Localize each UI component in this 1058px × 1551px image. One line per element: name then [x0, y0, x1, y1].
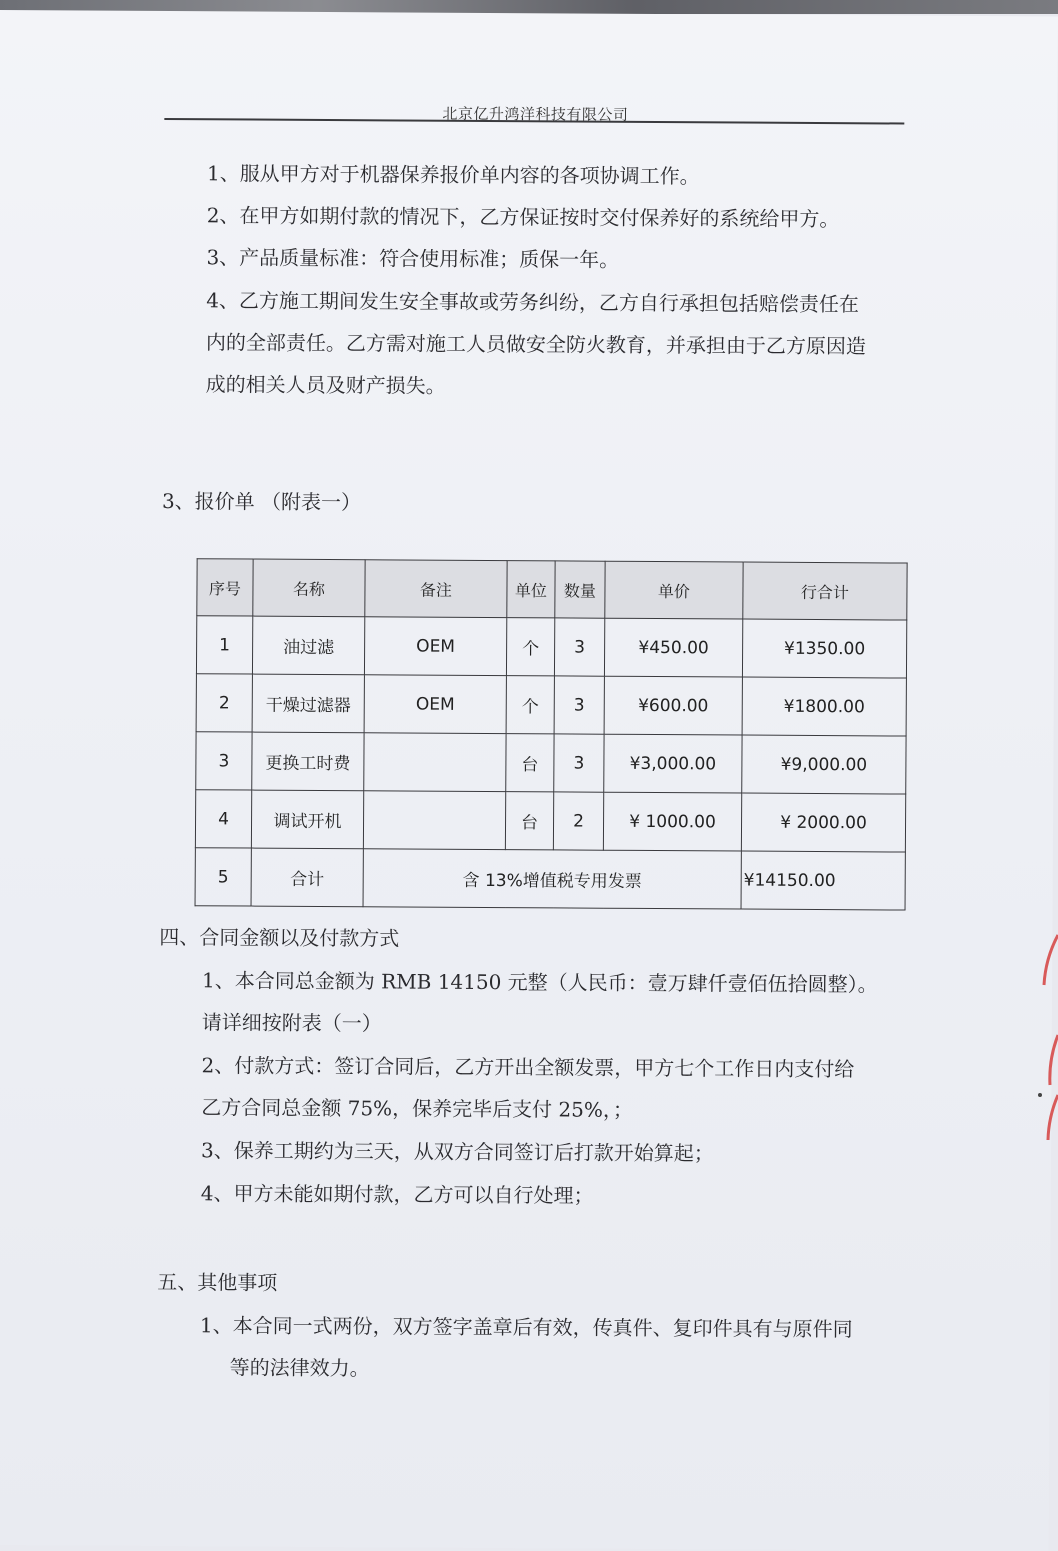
total-amount: ¥14150.00 [741, 851, 905, 910]
quote-section-title: 3、报价单 （附表一） [161, 488, 362, 515]
section4-line: 请详细按附表（一） [201, 1010, 382, 1036]
header-qty: 数量 [555, 561, 605, 618]
table-row [196, 674, 906, 736]
red-stamp-fragment [1024, 925, 1058, 1155]
header-unit: 单位 [507, 561, 555, 618]
cell-qty: 2 [553, 792, 603, 850]
table-row [195, 790, 905, 852]
table-row [196, 732, 906, 794]
cell-line-total: ¥ 2000.00 [741, 793, 905, 852]
section4-line: 2、付款方式：签订合同后，乙方开出全额发票，甲方七个工作日内支付给 [201, 1053, 855, 1082]
header-name: 名称 [253, 559, 365, 617]
header-no: 序号 [197, 559, 253, 616]
section4-line: 乙方合同总金额 75%，保养完毕后支付 25%，； [201, 1095, 633, 1122]
cell-unit-price: ¥450.00 [604, 618, 742, 677]
cell-unit: 个 [506, 676, 554, 734]
cell-qty: 3 [554, 618, 604, 676]
cell-unit-price: ¥3,000.00 [604, 734, 742, 793]
header-company-name: 北京亿升鸿洋科技有限公司 [442, 104, 629, 124]
obligation-line: 4、乙方施工期间发生安全事故或劳务纠纷，乙方自行承担包括赔偿责任在 [206, 288, 860, 317]
section5-title: 五、其他事项 [157, 1269, 278, 1295]
cell-remark [363, 791, 505, 850]
cell-qty: 3 [554, 676, 604, 734]
quote-table [195, 558, 908, 910]
header-line-total: 行合计 [743, 562, 907, 620]
table-header-row [197, 559, 907, 620]
section5-line: 1、本合同一式两份，双方签字盖章后有效，传真件、复印件具有与原件同 [199, 1313, 853, 1342]
cell-no: 2 [196, 674, 252, 732]
cell-unit: 台 [505, 792, 553, 850]
cell-no: 3 [196, 732, 252, 790]
cell-unit-price: ¥600.00 [604, 676, 742, 735]
section4-title: 四、合同金额以及付款方式 [159, 924, 400, 951]
obligation-line: 成的相关人员及财产损失。 [205, 372, 446, 398]
table-row [196, 616, 906, 678]
cell-no: 4 [195, 790, 251, 848]
cell-unit: 个 [506, 618, 554, 676]
section4-line: 3、保养工期约为三天，从双方合同签订后打款开始算起； [200, 1138, 714, 1166]
cell-remark [364, 733, 506, 792]
total-no: 5 [195, 848, 251, 906]
document-page [0, 10, 1058, 1551]
cell-unit-price: ¥ 1000.00 [603, 792, 741, 851]
obligation-line: 3、产品质量标准：符合使用标准；质保一年。 [206, 245, 620, 272]
cell-name: 干燥过滤器 [252, 674, 364, 733]
cell-name: 油过滤 [252, 616, 364, 675]
cell-unit: 台 [506, 734, 554, 792]
cell-line-total: ¥9,000.00 [742, 735, 906, 794]
section4-line: 1、本合同总金额为 RMB 14150 元整（人民币：壹万肆仟壹佰伍拾圆整）。 [202, 968, 878, 997]
section4-line: 4、甲方未能如期付款，乙方可以自行处理； [200, 1181, 594, 1208]
cell-line-total: ¥1800.00 [742, 677, 906, 736]
total-note: 含 13%增值税专用发票 [363, 849, 741, 909]
cell-name: 调试开机 [251, 790, 363, 849]
table-total-row [195, 848, 905, 910]
obligation-line: 内的全部责任。乙方需对施工人员做安全防火教育，并承担由于乙方原因造 [205, 330, 867, 359]
obligation-line: 1、服从甲方对于机器保养报价单内容的各项协调工作。 [206, 161, 700, 189]
cell-qty: 3 [554, 734, 604, 792]
cell-line-total: ¥1350.00 [742, 619, 906, 678]
cell-no: 1 [196, 616, 252, 674]
cell-remark: OEM [364, 617, 506, 676]
obligation-line: 2、在甲方如期付款的情况下，乙方保证按时交付保养好的系统给甲方。 [206, 203, 840, 232]
header-unit-price: 单价 [605, 561, 743, 619]
total-label: 合计 [251, 848, 363, 907]
cell-name: 更换工时费 [252, 732, 364, 791]
section5-line: 等的法律效力。 [229, 1355, 370, 1381]
header-remark: 备注 [365, 560, 507, 618]
cell-remark: OEM [364, 675, 506, 734]
